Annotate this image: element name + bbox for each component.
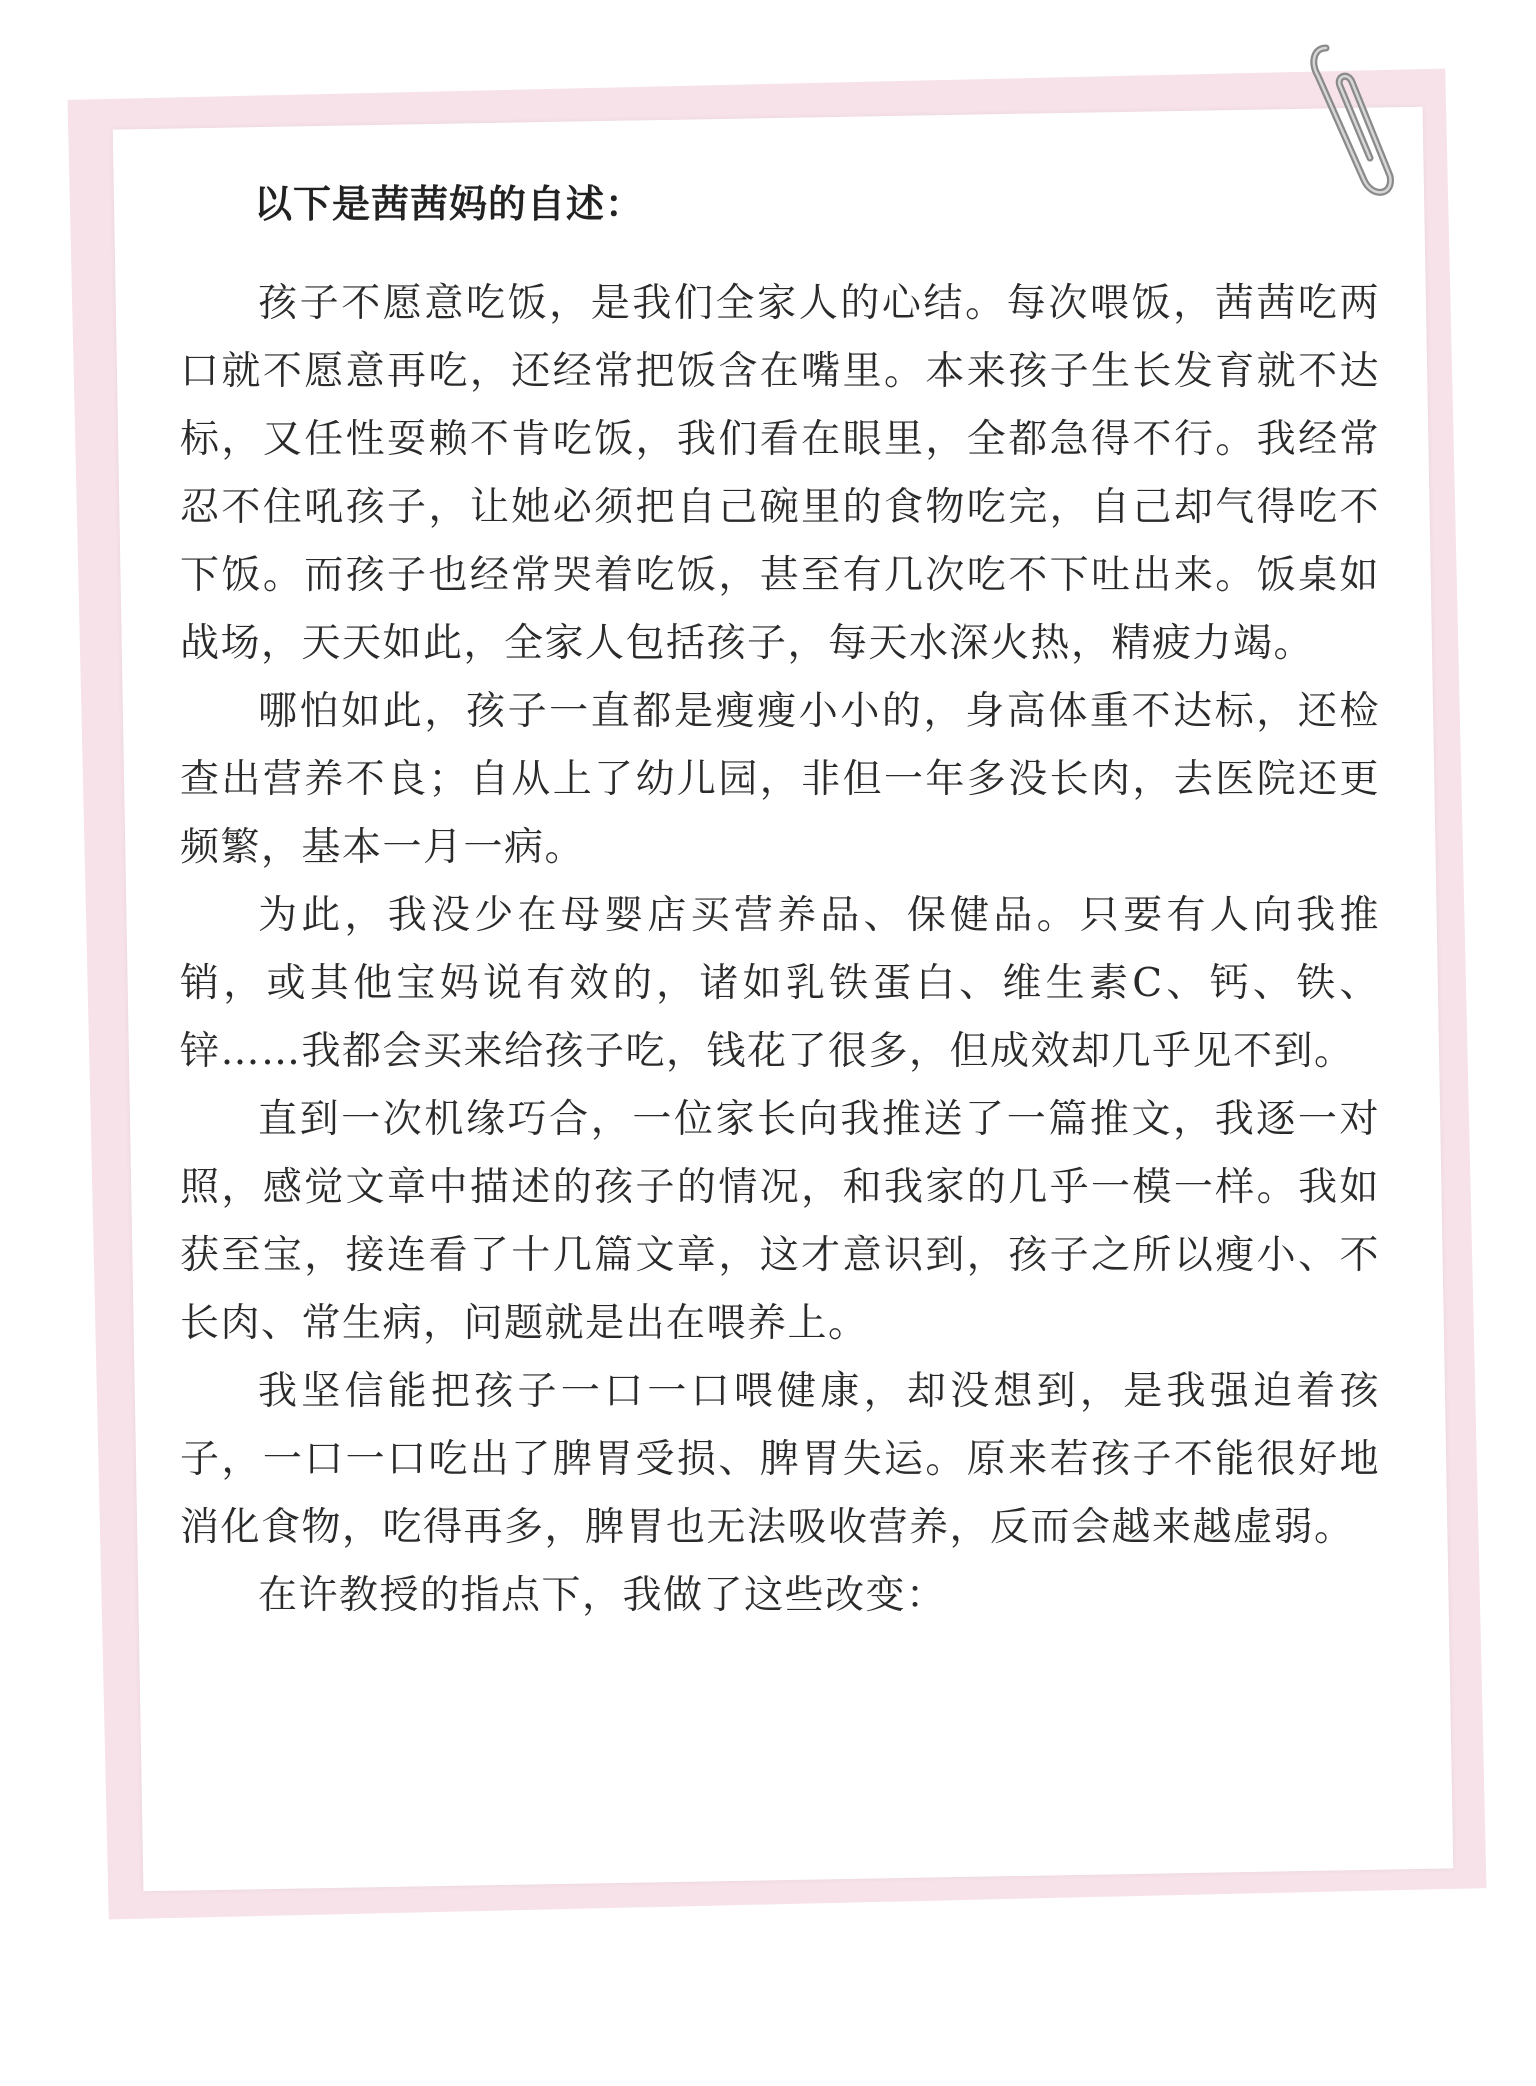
- paragraph-4: 直到一次机缘巧合，一位家长向我推送了一篇推文，我逐一对照，感觉文章中描述的孩子的情况，和我家的几乎一模一样。我如获至宝，接连看了十几篇文章，这才意识到，孩子之所以瘦小、不长肉、常生病，问题就是出在喂养上。: [180, 1097, 1380, 1346]
- paragraph-1: 孩子不愿意吃饭，是我们全家人的心结。每次喂饭，茜茜吃两口就不愿意再吃，还经常把饭含在嘴里。本来孩子生长发育就不达标，又任性耍赖不肯吃饭，我们看在眼里，全都急得不行。我经常忍不住吼孩子，让她必须把自己碗里的食物吃完，自己却气得吃不下饭。而孩子也经常哭着吃饭，甚至有几次吃不下吐出来。饭桌如战场，天天如此，全家人包括孩子，每天水深火热，精疲力竭。: [180, 281, 1380, 666]
- paragraph-6: 在许教授的指点下，我做了这些改变：: [258, 1573, 947, 1618]
- paragraph-5: 我坚信能把孩子一口一口喂健康，却没想到，是我强迫着孩子，一口一口吃出了脾胃受损、脾胃失运。原来若孩子不能很好地消化食物，吃得再多，脾胃也无法吸收营养，反而会越来越虚弱。: [180, 1369, 1380, 1550]
- document-content: [180, 176, 1380, 1630]
- paragraph-2: 哪怕如此，孩子一直都是瘦瘦小小的，身高体重不达标，还检查出营养不良；自从上了幼儿园，非但一年多没长肉，去医院还更频繁，基本一月一病。: [180, 689, 1380, 870]
- document-heading: 以下是茜茜妈的自述：: [254, 182, 645, 226]
- paragraph-3: 为此，我没少在母婴店买营养品、保健品。只要有人向我推销，或其他宝妈说有效的，诸如乳铁蛋白、维生素C、钙、铁、锌……我都会买来给孩子吃，钱花了很多，但成效却几乎见不到。: [180, 893, 1380, 1074]
